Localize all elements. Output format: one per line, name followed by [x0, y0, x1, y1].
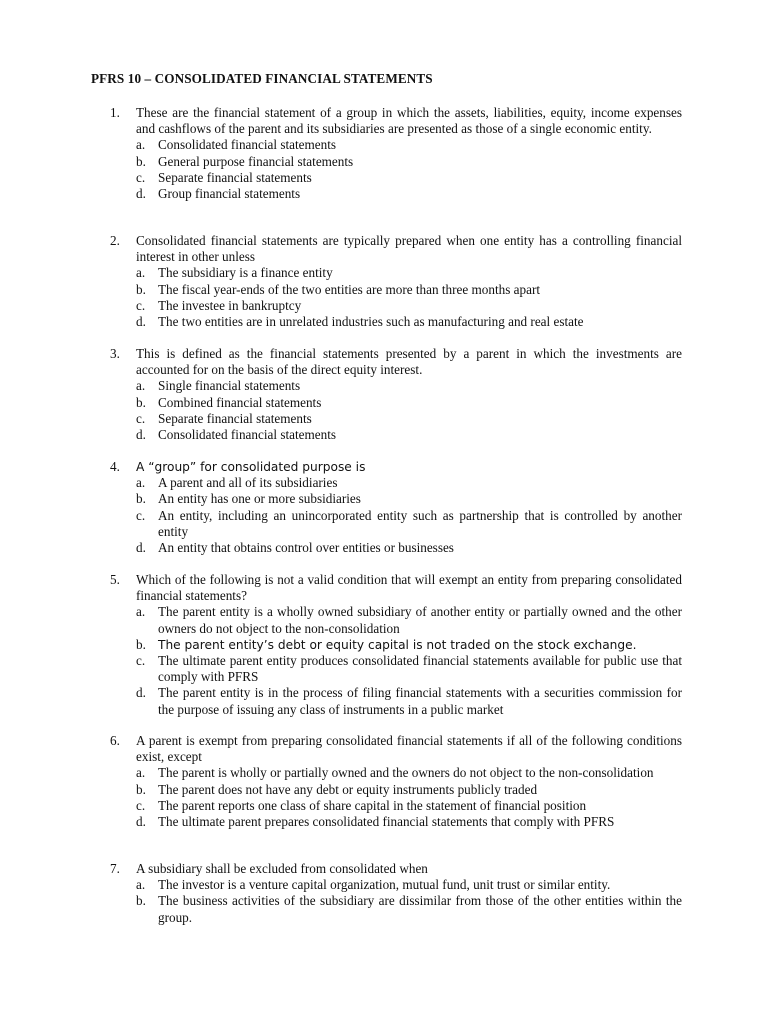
option-letter: c. [136, 507, 146, 523]
option-text: The parent reports one class of share capital in the statement of financial position [158, 797, 587, 813]
question-stem [110, 233, 682, 265]
option-text: An entity that obtains control over entities or businesses [158, 540, 454, 556]
question-number: 5. [110, 572, 120, 587]
option-text: An entity has one or more subsidiaries [158, 491, 361, 507]
option-text: Group financial statements [158, 186, 301, 202]
option-d [110, 685, 682, 717]
option-text: The ultimate parent prepares consolidated financial statements that comply with PFRS [158, 814, 615, 830]
option-letter: c. [136, 169, 146, 185]
option-c [110, 170, 682, 186]
option-text: General purpose financial statements [158, 153, 354, 169]
option-letter: d. [136, 186, 146, 202]
option-c [110, 798, 682, 814]
option-a [110, 877, 682, 893]
option-letter: a. [136, 137, 146, 153]
option-letter: b. [136, 893, 146, 909]
option-c [110, 653, 682, 685]
option-letter: c. [136, 797, 146, 813]
option-letter: a. [136, 877, 146, 893]
question-stem [110, 346, 682, 378]
option-letter: a. [136, 765, 146, 781]
option-text: A parent and all of its subsidiaries [158, 475, 338, 491]
question-text: A subsidiary shall be excluded from consolidated when [136, 861, 428, 876]
option-d [110, 186, 682, 202]
question-text: A “group” for consolidated purpose is [136, 460, 366, 474]
option-a [110, 765, 682, 781]
option-letter: c. [136, 297, 146, 313]
option-text: The parent entity is a wholly owned subsidiary of another entity or partially owned and the other owners do not object to the non-consolidation [158, 604, 682, 636]
option-letter: c. [136, 653, 146, 669]
option-letter: d. [136, 427, 146, 443]
page-title: PFRS 10 – CONSOLIDATED FINANCIAL STATEMENTS [91, 71, 433, 86]
option-b [110, 395, 682, 411]
option-text: The fiscal year-ends of the two entities are more than three months apart [158, 281, 541, 297]
question-text: Consolidated financial statements are typically prepared when one entity has a controlling financial interest in other unless [136, 233, 682, 265]
option-text: The parent does not have any debt or equity instruments publicly traded [158, 781, 538, 797]
option-d [110, 814, 682, 830]
option-letter: b. [136, 394, 146, 410]
option-text: Consolidated financial statements [158, 137, 336, 153]
question-number: 1. [110, 105, 120, 120]
option-b [110, 782, 682, 798]
option-a [110, 265, 682, 281]
question-4 [110, 459, 682, 556]
option-letter: b. [136, 281, 146, 297]
option-letter: a. [136, 265, 146, 281]
question-number: 3. [110, 346, 120, 361]
question-number: 4. [110, 459, 120, 474]
option-text: Combined financial statements [158, 394, 322, 410]
question-text: This is defined as the financial statements presented by a parent in which the investments are accounted for on the basis of the direct equity interest. [136, 346, 682, 378]
question-2 [110, 233, 682, 330]
option-a [110, 137, 682, 153]
option-letter: b. [136, 781, 146, 797]
option-letter: d. [136, 314, 146, 330]
question-6 [110, 733, 682, 830]
question-number: 6. [110, 733, 120, 748]
option-letter: a. [136, 475, 146, 491]
question-number: 7. [110, 861, 120, 876]
question-text: These are the financial statement of a group in which the assets, liabilities, equity, income expenses and cashflows of the parent and its subsidiaries are presented as those of a single economic entity. [136, 105, 682, 137]
option-text: The parent entity’s debt or equity capital is not traded on the stock exchange. [158, 637, 637, 652]
option-letter: b. [136, 636, 146, 652]
option-text: The subsidiary is a finance entity [158, 265, 333, 281]
option-b [110, 154, 682, 170]
question-3 [110, 346, 682, 443]
option-text: Separate financial statements [158, 410, 312, 426]
option-text: Separate financial statements [158, 169, 312, 185]
option-b [110, 893, 682, 925]
option-text: Single financial statements [158, 378, 301, 394]
option-a [110, 604, 682, 636]
question-stem [110, 459, 682, 475]
option-text: The parent entity is in the process of filing financial statements with a securities commission for the purpose of issuing any class of instruments in a public market [158, 685, 682, 717]
question-stem [110, 105, 682, 137]
option-letter: a. [136, 378, 146, 394]
question-text: Which of the following is not a valid condition that will exempt an entity from preparing consolidated financial statements? [136, 572, 682, 604]
option-a [110, 475, 682, 491]
question-stem [110, 861, 682, 877]
option-b [110, 491, 682, 507]
option-text: The investee in bankruptcy [158, 297, 302, 313]
option-text: An entity, including an unincorporated entity such as partnership that is controlled by another entity [158, 507, 682, 539]
option-text: The parent is wholly or partially owned and the owners do not object to the non-consolidation [158, 765, 654, 781]
option-b [110, 637, 682, 653]
option-c [110, 411, 682, 427]
option-letter: d. [136, 814, 146, 830]
option-d [110, 314, 682, 330]
option-b [110, 282, 682, 298]
option-text: The ultimate parent entity produces consolidated financial statements available for public use that comply with PFRS [158, 653, 682, 685]
option-text: Consolidated financial statements [158, 427, 336, 443]
question-5 [110, 572, 682, 718]
question-7 [110, 861, 682, 926]
option-d [110, 540, 682, 556]
question-number: 2. [110, 233, 120, 248]
option-letter: b. [136, 153, 146, 169]
option-letter: c. [136, 410, 146, 426]
option-d [110, 427, 682, 443]
option-text: The business activities of the subsidiary are dissimilar from those of the other entities within the group. [158, 893, 682, 925]
question-stem [110, 572, 682, 604]
question-stem [110, 733, 682, 765]
option-text: The two entities are in unrelated industries such as manufacturing and real estate [158, 314, 584, 330]
option-letter: b. [136, 491, 146, 507]
option-letter: d. [136, 540, 146, 556]
option-text: The investor is a venture capital organization, mutual fund, unit trust or similar entity. [158, 877, 611, 893]
question-text: A parent is exempt from preparing consolidated financial statements if all of the following conditions exist, except [136, 733, 682, 765]
option-c [110, 298, 682, 314]
question-1 [110, 105, 682, 202]
option-c [110, 508, 682, 540]
option-letter: d. [136, 685, 146, 701]
option-letter: a. [136, 604, 146, 620]
option-a [110, 378, 682, 394]
